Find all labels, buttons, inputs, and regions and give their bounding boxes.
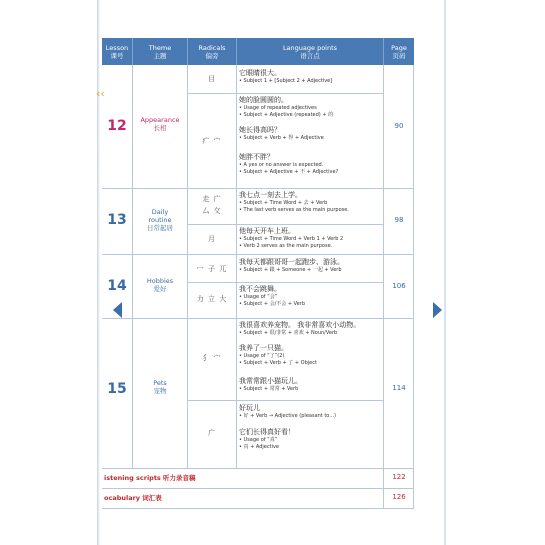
header-page: Page 页码 [391,43,407,60]
table-header [102,38,414,65]
lesson-theme: Pets 宠物 [153,379,167,395]
page-right-edge [444,0,446,545]
page-number[interactable]: 90 [394,122,404,130]
lesson-number: 12 [107,118,127,134]
page-left-edge [97,0,100,545]
language-point: 她长得高吗？ • Subject + Verb + 得 + Adjective [239,126,324,141]
vocabulary-label: ocabulary 词汇表 [104,494,162,502]
radical-cell: 疒 宀 [202,137,222,145]
radical-cell: 广 [208,429,216,437]
header-language-points: Language points 语言点 [282,43,338,60]
page-number[interactable]: 106 [392,282,406,290]
lesson-theme: Daily routine 日常起居 [147,208,173,232]
language-point: 我养了一只猫。 • Usage of “了”(2) • Subject + Verb + 了 + Object [239,344,317,366]
lesson-number: 13 [107,212,127,228]
listening-scripts-row[interactable] [102,468,414,488]
page-number[interactable]: 126 [392,493,406,501]
radical-cell: 冖 子 兀 [196,265,228,273]
page-number[interactable]: 114 [392,384,406,392]
language-point: 我常常跟小猫玩儿。 • Subject + 常常 + Verb [239,377,302,392]
page-number[interactable]: 122 [392,473,406,481]
collapse-arrow-icon[interactable]: ‹‹ [96,87,105,100]
lesson-number: 15 [107,381,127,397]
contents-table [102,38,414,508]
radical-cell: 月 [208,235,216,243]
language-point: 他每天开车上班。 • Subject + Time Word + Verb 1 + Verb 2 • Verb 2 serves as the main purpose. [239,227,344,249]
radical-cell: 走 广 [202,195,222,203]
radical-cell: 力 立 大 [196,295,228,303]
language-point: 我每天都跟哥哥一起跑步、游泳。 • Subject + 跟 + Someone + 一起 + Verb [239,258,344,273]
language-point: 它们长得真好看！ • Usage of “真” • 真 + Adjective [239,428,295,450]
radical-cell: 目 [208,75,216,83]
radical-cell: 犭 宀 [202,354,222,362]
lesson-theme: Hobbies 爱好 [146,277,174,293]
radical-cell: 厶 攵 [202,207,222,215]
language-point: 我不会跳舞。 • Usage of “会” • Subject + 会/不会 + Verb [239,285,305,307]
page-number[interactable]: 98 [394,216,404,224]
listening-scripts-label: istening scripts 听力录音稿 [104,474,196,482]
lesson-theme: Appearance 长相 [140,116,180,132]
header-radicals: Radicals 偏旁 [198,43,226,60]
header-theme: Theme 主题 [148,43,172,60]
vocabulary-row[interactable] [102,488,414,508]
lesson-number: 14 [107,278,127,294]
language-point: 它眼睛很大。 • Subject 1 + [Subject 2 + Adjective] [239,69,333,84]
next-page-arrow-icon[interactable] [433,302,442,318]
language-point: 她的脸圆圆的。 • Usage of repeated adjectives • Subject + Adjective (repeated) + 的 [239,96,334,118]
language-point: 她胖不胖？ • A yes or no answer is expected. • Subject + Adjective + 不 + Adjective? [239,153,339,175]
language-point: 好玩儿 • 好 + Verb → Adjective (pleasant to...) [239,404,336,419]
language-point: 我七点一刻去上学。 • Subject + Time Word + 去 + Verb • The last verb serves as the main purpose. [239,191,349,213]
header-lesson: Lesson 课号 [105,43,129,60]
language-point: 我很喜欢养宠物。 我非常喜欢小动物。 • Subject + 很/非常 + 喜欢 + Noun/Verb [239,321,361,336]
